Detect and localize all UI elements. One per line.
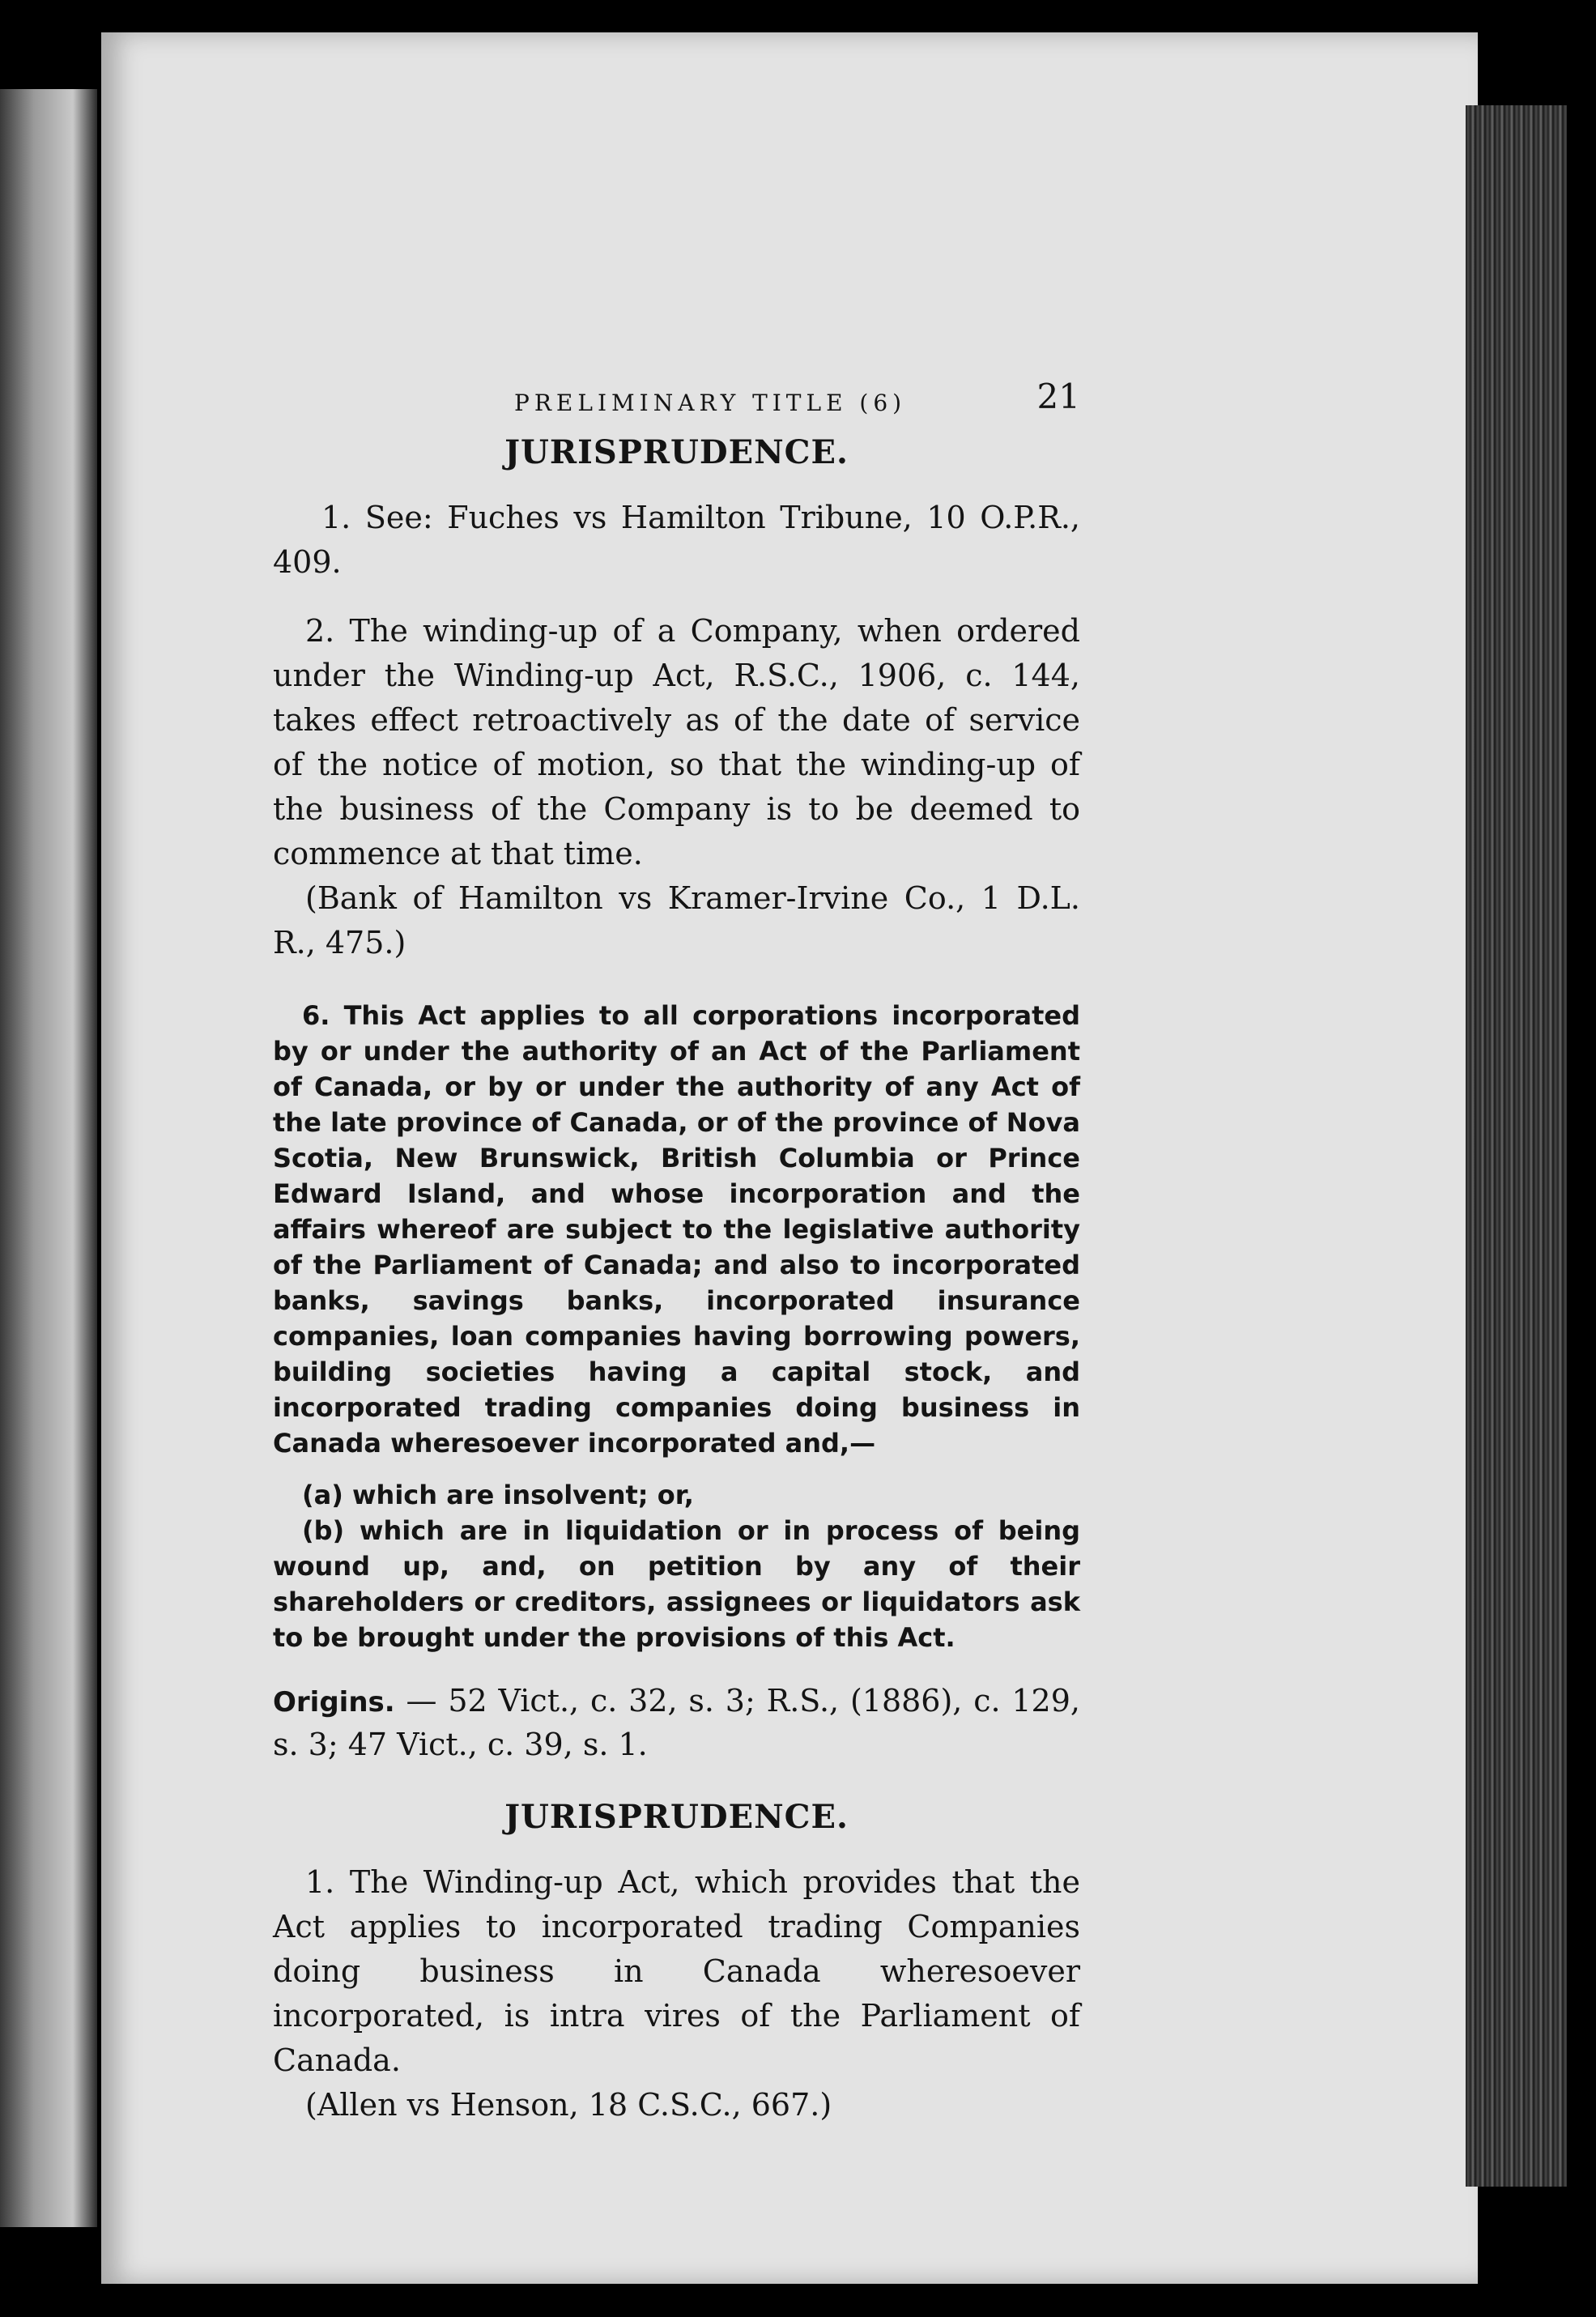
paragraph-a: (a) which are insolvent; or, [302, 1480, 694, 1510]
jurisprudence-item: 1. The Winding-up Act, which provides that the Act applies to incorporated trading Companies doing business in Canada wheresoever incorporated, is intra vires of the Parliament of Canada. [273, 1864, 1080, 2078]
page-text [273, 377, 1080, 2127]
origins-note [273, 1680, 1080, 1765]
facing-page-edge [0, 89, 97, 2227]
case-citation: (Allen vs Henson, 18 C.S.C., 667.) [305, 2087, 832, 2123]
origins-text: — 52 Vict., c. 32, s. 3; R.S., (1886), c. 129, s. 3; 47 Vict., c. 39, s. 1. [273, 1683, 1080, 1762]
jurisprudence-item: 1. See: Fuches vs Hamilton Tribune, 10 O.P.R., 409. [273, 500, 1080, 580]
section-heading: JURISPRUDENCE. [504, 1798, 849, 1836]
running-header [273, 377, 1080, 433]
section-heading: JURISPRUDENCE. [504, 433, 849, 471]
running-title: PRELIMINARY TITLE (6) [514, 390, 907, 416]
article-text: 6. This Act applies to all corporations incorporated by or under the authority of an Act of the Parliament of Canada, or by or under the authority of any Act of the late province of Canada, or of the province of Nova Scotia, New Brunswick, British Columbia or Prince Edward Island, and whose incorporation and the affairs whereof are subject to the legislative authority of the Parliament of Canada; and also to incorporated banks, savings banks, incorporated insurance companies, loan companies having borrowing powers, building societies having a capital stock, and incorporated trading companies doing business in Canada wheresoever incorporated and,— [273, 1000, 1080, 1459]
paragraph-b: (b) which are in liquidation or in process of being wound up, and, on petition by any of their shareholders or creditors, assignees or liquidators ask to be brought under the provisions of this Act. [273, 1515, 1080, 1653]
page-number: 21 [1036, 377, 1080, 416]
page-stack-edges [1466, 105, 1567, 2187]
origins-label: Origins. [273, 1686, 395, 1719]
jurisprudence-item: 2. The winding-up of a Company, when ordered under the Winding-up Act, R.S.C., 1906, c. 144, takes effect retroactively as of the date of service of the notice of motion, so that the winding-up of the business of the Company is to be deemed to commence at that time. [273, 613, 1080, 871]
case-citation: (Bank of Hamilton vs Kramer-Irvine Co., 1 D.L. R., 475.) [273, 880, 1080, 960]
